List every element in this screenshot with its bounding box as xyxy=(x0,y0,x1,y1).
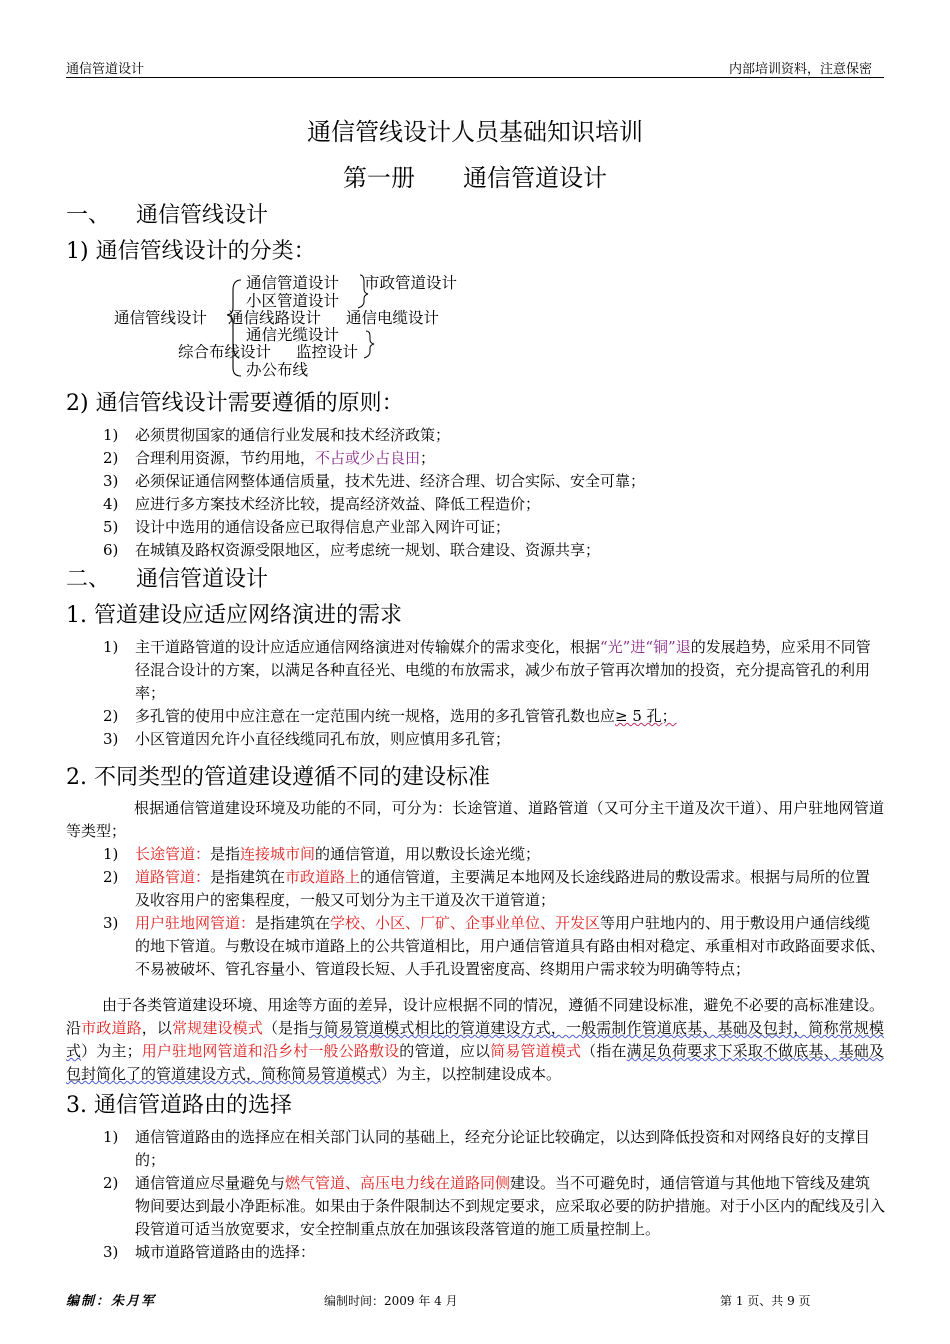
tree-node-municipal: 市政管道设计 xyxy=(364,274,458,292)
tree-node-cabling: 综合布线设计 xyxy=(178,343,272,361)
header-right: 内部培训资料，注意保密 xyxy=(728,62,872,77)
section2-h2: 2. 不同类型的管道建设遵循不同的建设标准 xyxy=(66,765,490,790)
types-summary: 由于各类管道建设环境、用途等方面的差异，设计应根据不同的情况，遵循不同建设标准，避免不必要的高标准建设。沿市政道路，以常规建设模式（是指与简易管道模式相比的管道建设方式，一般需制作管道底基、基础及包封，简称常规模式）为主；用户驻地网管道和沿乡村一般公路敷设的管道，应以简易管道模式（指在满足负荷要求下采取不做底基、基础及包封简化了的管道建设方式，简称简易管道模式）为主，以控制建设成本。 xyxy=(66,996,884,1083)
section2-heading: 二、 通信管道设计 xyxy=(66,567,269,592)
section1-sub1: 1) 通信管线设计的分类： xyxy=(66,239,316,264)
types-intro: 根据通信管道建设环境及功能的不同，可分为：长途管道、道路管道（又可分主干道及次干道）、用户驻地网管道等类型； xyxy=(66,799,884,840)
volume-label: 第一册 xyxy=(343,164,415,192)
classification-tree xyxy=(100,268,480,380)
tree-root: 通信管线设计 xyxy=(114,309,208,327)
tree-node-office: 办公布线 xyxy=(246,361,309,379)
section2-h3: 3. 通信管道路由的选择 xyxy=(66,1093,292,1118)
footer-page-number: 第 1 页、共 9 页 xyxy=(720,1294,811,1308)
tree-node-residential: 小区管道设计 xyxy=(246,292,340,310)
document-subtitle xyxy=(0,158,950,193)
header-rule xyxy=(66,77,884,78)
tree-node-line: 通信线路设计 xyxy=(228,309,322,327)
tree-node-fiber: 通信光缆设计 xyxy=(246,326,340,344)
section1-heading: 一、 通信管线设计 xyxy=(66,203,269,228)
footer-author-signature: 编制：朱月军 xyxy=(66,1294,157,1309)
footer-date: 编制时间：2009 年 4 月 xyxy=(324,1294,458,1308)
section1-sub2: 2) 通信管线设计需要遵循的原则： xyxy=(66,391,404,416)
document-title: 通信管线设计人员基础知识培训 xyxy=(307,118,643,146)
header-left: 通信管道设计 xyxy=(66,62,145,77)
volume-name: 通信管道设计 xyxy=(463,164,607,192)
tree-node-pipeline: 通信管道设计 xyxy=(246,274,340,292)
tree-node-monitor: 监控设计 xyxy=(296,343,359,361)
tree-node-cable: 通信电缆设计 xyxy=(346,309,440,327)
section2-h1: 1. 管道建设应适应网络演进的需求 xyxy=(66,603,402,628)
